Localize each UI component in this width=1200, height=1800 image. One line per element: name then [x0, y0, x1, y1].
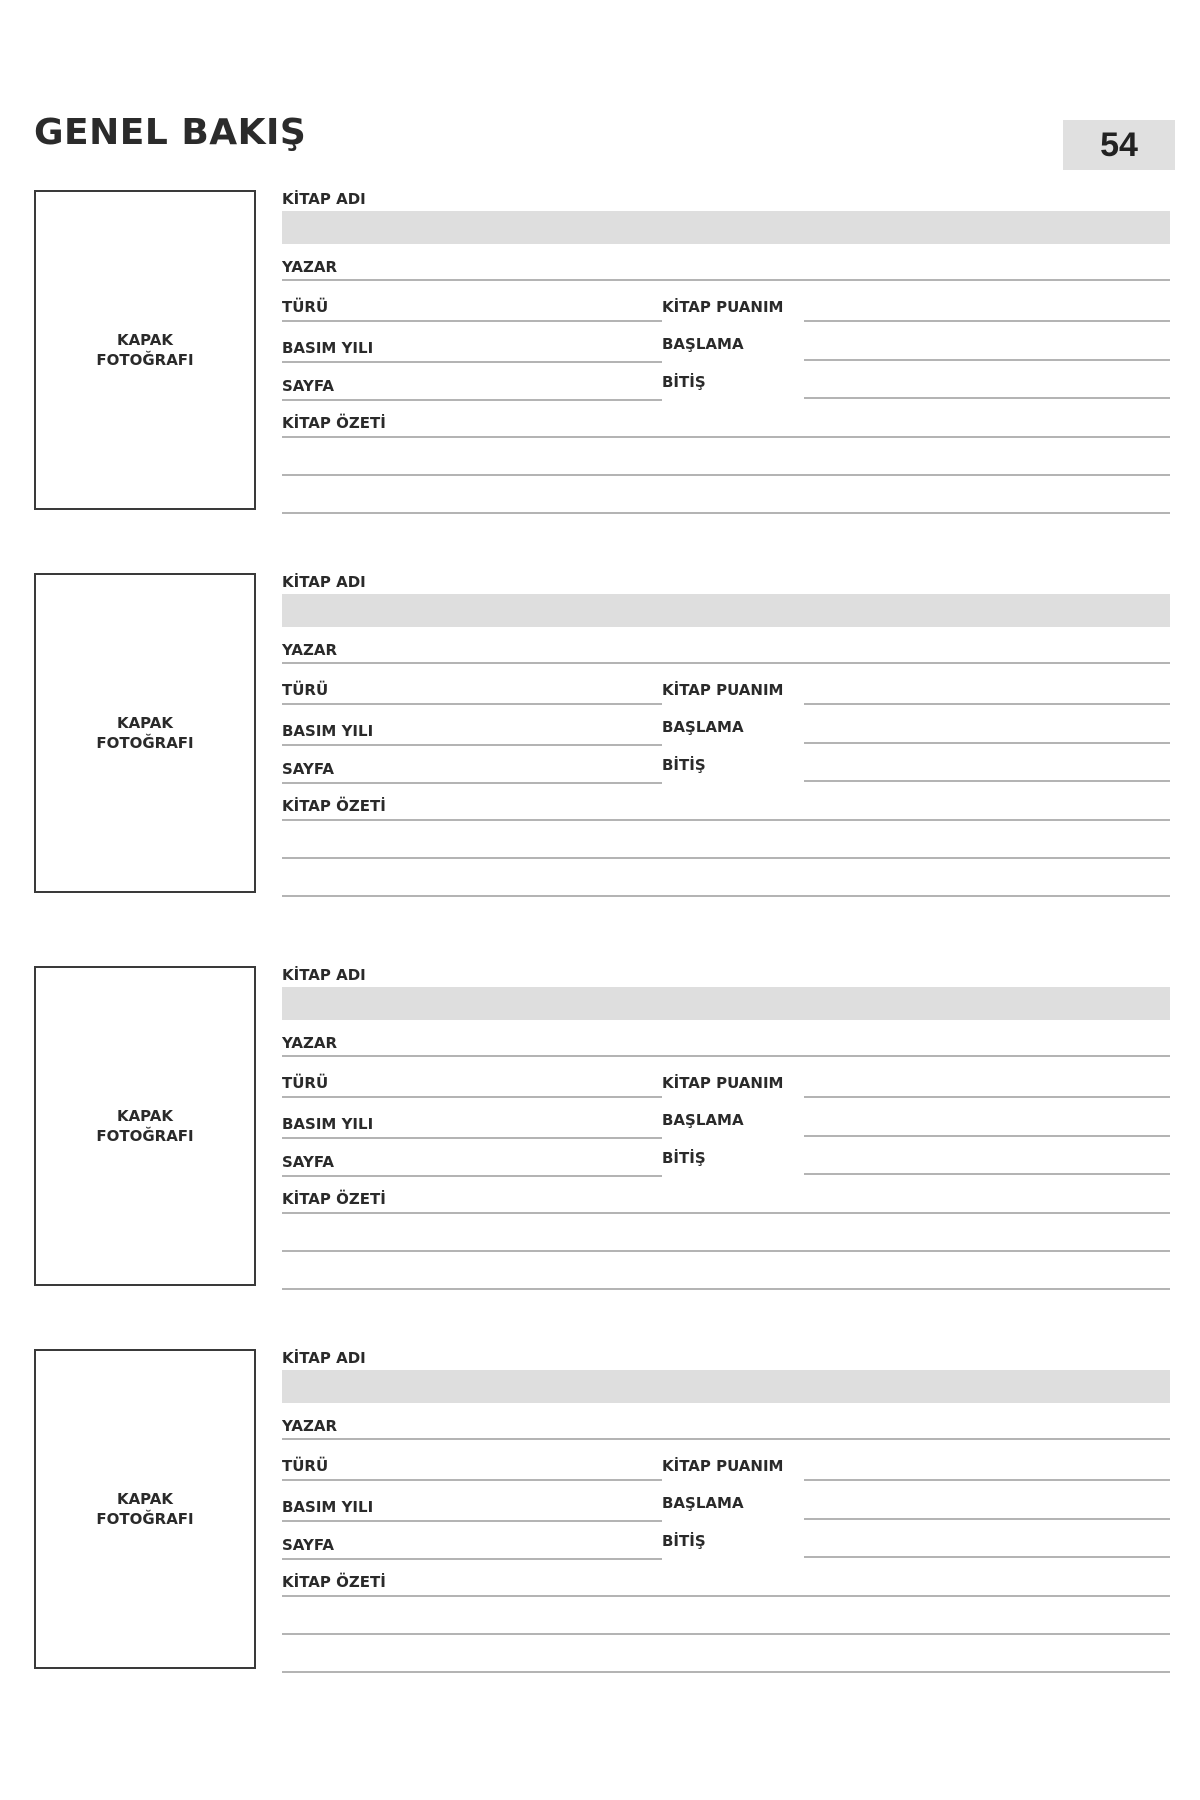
publish-year-label: BASIM YILI — [282, 1115, 374, 1133]
genre-label: TÜRÜ — [282, 298, 329, 316]
book-name-field[interactable] — [282, 211, 1170, 244]
cover-photo-box[interactable] — [34, 1349, 256, 1669]
end-line[interactable] — [804, 1173, 1170, 1175]
pages-label: SAYFA — [282, 377, 334, 395]
book-name-label: KİTAP ADI — [282, 1349, 366, 1367]
rating-line[interactable] — [804, 1479, 1170, 1481]
book-entry — [0, 1349, 1200, 1679]
publish-year-label: BASIM YILI — [282, 339, 374, 357]
summary-label: KİTAP ÖZETİ — [282, 797, 386, 815]
genre-line[interactable] — [282, 1479, 662, 1481]
end-line[interactable] — [804, 780, 1170, 782]
summary-line[interactable] — [282, 1212, 1170, 1214]
pages-line[interactable] — [282, 399, 662, 401]
rating-line[interactable] — [804, 320, 1170, 322]
pages-line[interactable] — [282, 1558, 662, 1560]
summary-line[interactable] — [282, 1595, 1170, 1597]
summary-line[interactable] — [282, 895, 1170, 897]
publish-year-line[interactable] — [282, 361, 662, 363]
pages-label: SAYFA — [282, 760, 334, 778]
genre-line[interactable] — [282, 320, 662, 322]
end-line[interactable] — [804, 1556, 1170, 1558]
cover-photo-label: KAPAK FOTOĞRAFI — [96, 1107, 194, 1145]
genre-label: TÜRÜ — [282, 1074, 329, 1092]
rating-label: KİTAP PUANIM — [662, 681, 784, 699]
pages-label: SAYFA — [282, 1536, 334, 1554]
cover-photo-label: KAPAK FOTOĞRAFI — [96, 1490, 194, 1528]
book-name-field[interactable] — [282, 594, 1170, 627]
summary-label: KİTAP ÖZETİ — [282, 414, 386, 432]
genre-line[interactable] — [282, 703, 662, 705]
pages-line[interactable] — [282, 1175, 662, 1177]
author-line[interactable] — [282, 1438, 1170, 1440]
start-label: BAŞLAMA — [662, 1494, 744, 1512]
author-label: YAZAR — [282, 1034, 338, 1052]
author-label: YAZAR — [282, 1417, 338, 1435]
author-line[interactable] — [282, 1055, 1170, 1057]
book-name-field[interactable] — [282, 987, 1170, 1020]
end-line[interactable] — [804, 397, 1170, 399]
author-line[interactable] — [282, 279, 1170, 281]
summary-line[interactable] — [282, 1288, 1170, 1290]
start-line[interactable] — [804, 1135, 1170, 1137]
summary-label: KİTAP ÖZETİ — [282, 1573, 386, 1591]
end-label: BİTİŞ — [662, 373, 706, 391]
rating-label: KİTAP PUANIM — [662, 1457, 784, 1475]
summary-line[interactable] — [282, 819, 1170, 821]
page-number: 54 — [1063, 120, 1175, 170]
summary-line[interactable] — [282, 1671, 1170, 1673]
summary-line[interactable] — [282, 1250, 1170, 1252]
rating-line[interactable] — [804, 1096, 1170, 1098]
publish-year-line[interactable] — [282, 1137, 662, 1139]
summary-line[interactable] — [282, 474, 1170, 476]
start-label: BAŞLAMA — [662, 718, 744, 736]
rating-label: KİTAP PUANIM — [662, 298, 784, 316]
summary-line[interactable] — [282, 1633, 1170, 1635]
cover-photo-label: KAPAK FOTOĞRAFI — [96, 331, 194, 369]
summary-line[interactable] — [282, 436, 1170, 438]
book-name-field[interactable] — [282, 1370, 1170, 1403]
cover-photo-box[interactable] — [34, 966, 256, 1286]
start-line[interactable] — [804, 1518, 1170, 1520]
book-entry — [0, 966, 1200, 1296]
genre-label: TÜRÜ — [282, 681, 329, 699]
start-label: BAŞLAMA — [662, 335, 744, 353]
page-title: GENEL BAKIŞ — [34, 112, 307, 153]
book-name-label: KİTAP ADI — [282, 966, 366, 984]
book-name-label: KİTAP ADI — [282, 190, 366, 208]
rating-line[interactable] — [804, 703, 1170, 705]
publish-year-label: BASIM YILI — [282, 1498, 374, 1516]
author-line[interactable] — [282, 662, 1170, 664]
publish-year-line[interactable] — [282, 1520, 662, 1522]
publish-year-line[interactable] — [282, 744, 662, 746]
start-line[interactable] — [804, 742, 1170, 744]
start-line[interactable] — [804, 359, 1170, 361]
summary-line[interactable] — [282, 857, 1170, 859]
book-name-label: KİTAP ADI — [282, 573, 366, 591]
genre-line[interactable] — [282, 1096, 662, 1098]
pages-label: SAYFA — [282, 1153, 334, 1171]
summary-line[interactable] — [282, 512, 1170, 514]
cover-photo-box[interactable] — [34, 190, 256, 510]
end-label: BİTİŞ — [662, 1149, 706, 1167]
publish-year-label: BASIM YILI — [282, 722, 374, 740]
book-entry — [0, 573, 1200, 903]
summary-label: KİTAP ÖZETİ — [282, 1190, 386, 1208]
end-label: BİTİŞ — [662, 756, 706, 774]
cover-photo-label: KAPAK FOTOĞRAFI — [96, 714, 194, 752]
genre-label: TÜRÜ — [282, 1457, 329, 1475]
author-label: YAZAR — [282, 258, 338, 276]
cover-photo-box[interactable] — [34, 573, 256, 893]
rating-label: KİTAP PUANIM — [662, 1074, 784, 1092]
pages-line[interactable] — [282, 782, 662, 784]
author-label: YAZAR — [282, 641, 338, 659]
end-label: BİTİŞ — [662, 1532, 706, 1550]
book-entry — [0, 190, 1200, 520]
start-label: BAŞLAMA — [662, 1111, 744, 1129]
